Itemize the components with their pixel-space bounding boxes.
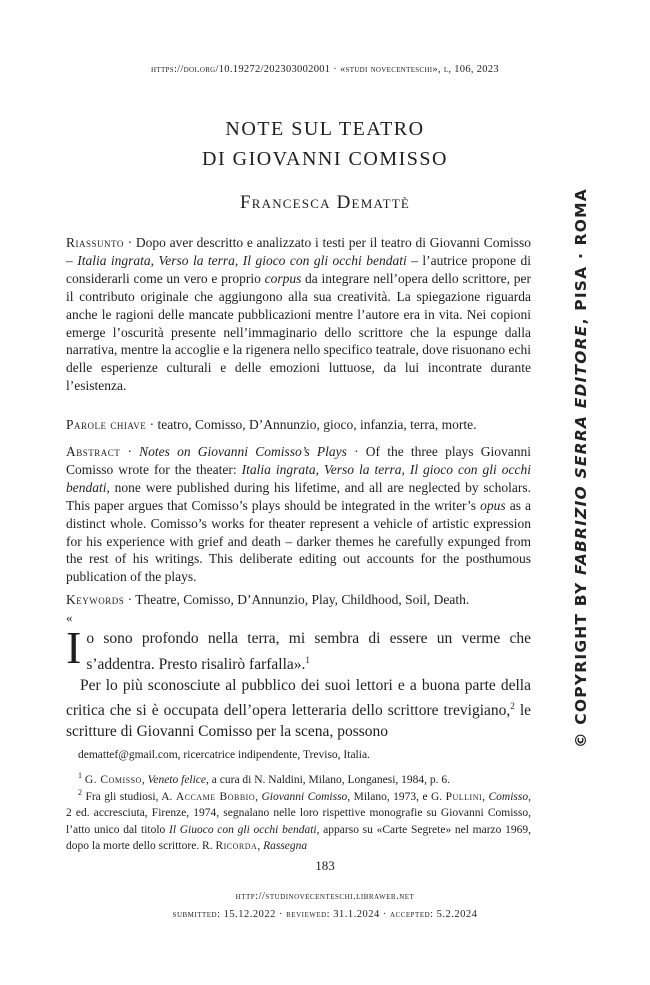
page-number: 183 [315,858,335,873]
copyright-side-notice: © COPYRIGHT BY FABRIZIO SERRA EDITORE, PISA · ROMA [572,188,590,748]
journal-url[interactable]: http://studinovecenteschi.libraweb.net [235,891,415,902]
journal-header: https://doi.org/10.19272/202303002001 · «studi novecenteschi», l, 106, 2023 [151,64,499,75]
footnote-ref-2[interactable]: 2 [510,701,515,712]
keywords-paragraph: Keywords · Theatre, Comisso, D’Annunzio, Play, Childhood, Soil, Death. [66,592,470,607]
author-affiliation: demattef@gmail.com, ricercatrice indipendente, Treviso, Italia. [78,749,370,761]
keywords-label: Keywords [66,592,125,607]
parole-chiave-label: Parole chiave [66,417,147,432]
article-title-line-2: DI GIOVANNI COMISSO [202,148,448,170]
footnote-ref-1[interactable]: 1 [305,654,310,665]
parole-chiave-paragraph: Parole chiave · teatro, Comisso, D’Annunzio, gioco, infanzia, terra, morte. [66,417,477,432]
article-title-line-1: NOTE SUL TEATRO [225,118,425,140]
riassunto-paragraph: Riassunto · Dopo aver descritto e analizzato i testi per il teatro di Giovanni Comisso – Italia ingrata, Verso la terra, Il gioco con gli occhi bendati – l’autrice propone di considerarli come un vero e proprio corpus da integrare nell’opera dello scrittore, per il contributo originale che aggiungono alla sua creatività. La spiegazione riguarda anche le ragioni delle mancate pubblicazioni mentre l’autore era in vita. Nei copioni emerge l’oscurità presente nell’immaginario dello scrittore che la espunge dalla narrativa, mentre la accoglie e la rigenera nello specifico teatrale, dove risuonano echi delle esperienze culturali e delle emozioni luttuose, da lui incontrate durante l’esistenza. [66,235,532,394]
abstract-paragraph: Abstract · Notes on Giovanni Comisso’s Plays · Of the three plays Giovanni Comisso wrote for the theater: Italia ingrata, Verso la terra, Il gioco con gli occhi bendati, none were published during his lifetime, and all are neglected by scholars. This paper argues that Comisso’s plays should be integrated in the writer’s opus as a distinct whole. Comisso’s works for theater represent a vehicle of artistic expression for his experience with grief and death – darker themes he carefully expunged from the rest of his writings. This deliberate editing out accounts for the posthumous publication of the plays. [66,444,531,585]
body-text: Io sono profondo nella terra, mi sembra di essere un verme che s’addentra. Presto risalirò farfalla».$^1$ Per lo più sconosciute al pubblico dei suoi lettori e a buona parte della critica che si è occupata dell’opera letteraria dello scrittore trevigiano,$^2$ le scritture di Giovanni Comisso per la scena, possono [66,622,532,741]
opening-quote-mark: « [66,610,73,625]
drop-cap: I [66,622,82,673]
riassunto-label: Riassunto [66,235,124,250]
article-author: Francesca Demattè [239,192,411,213]
abstract-label: Abstract [66,444,121,459]
submission-dates: submitted: 15.12.2022 · reviewed: 31.1.2024 · accepted: 5.2.2024 [172,909,478,920]
footnote-1: $^1$ G. Comisso, Veneto felice, a cura di N. Naldini, Milano, Longanesi, 1984, p. 6. [78,771,451,786]
footnote-2: $^2$ Fra gli studiosi, A. Accame Bobbio, Giovanni Comisso, Milano, 1973, e G. Pullini, Comisso, 2 ed. accresciuta, Firenze, 1974, segnalano nelle loro rispettive monografie su Giovanni Comisso, l’atto unico dal titolo Il Giuoco con gli occhi bendati, apparso su «Carte Segrete» nel marzo 1969, dopo la morte dello scrittore. R. Ricorda, Rassegna [66,788,531,853]
